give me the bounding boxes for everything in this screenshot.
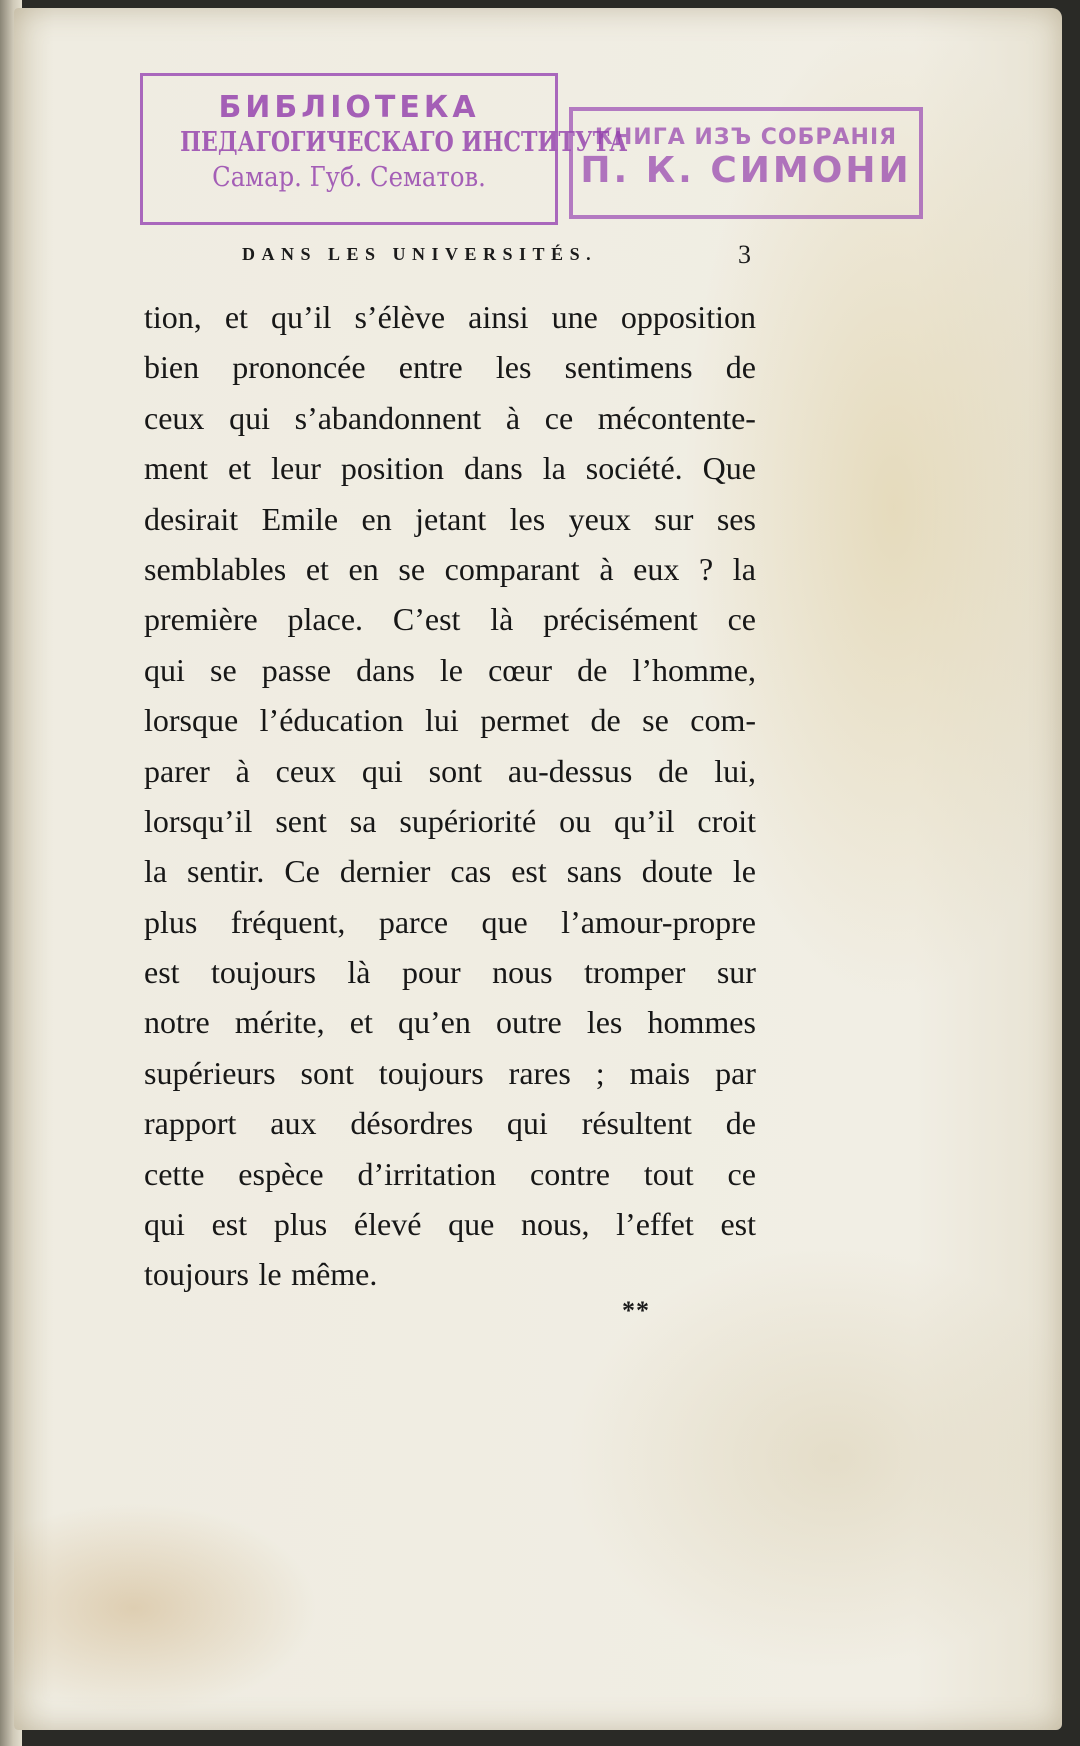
text-line: bien prononcée entre les sentimens de [144,349,756,386]
text-line: première place. C’est là précisément ce [144,601,756,638]
text-line: ment et leur position dans la société. Que [144,450,756,487]
collection-stamp-line2: П. К. СИМОНИ [580,150,912,191]
library-stamp [140,73,628,225]
signature-mark: ** [622,1296,650,1325]
text-line: est toujours là pour nous tromper sur [144,954,756,991]
running-head: DANS LES UNIVERSITÉS. [242,244,598,264]
text-line: ceux qui s’abandonnent à ce mécontente- [144,399,756,436]
text-line: plus fréquent, parce que l’amour-propre [144,903,756,940]
text-line: parer à ceux qui sont au-dessus de lui, [144,752,756,789]
text-line-last: toujours le même. [144,1256,378,1293]
text-line: qui est plus élevé que nous, l’effet est [144,1206,756,1243]
text-line: semblables et en se comparant à eux ? la [144,550,756,587]
text-line: lorsqu’il sent sa supériorité ou qu’il croit [144,802,756,839]
text-line: tion, et qu’il s’élève ainsi une opposition [144,299,756,335]
text-line: rapport aux désordres qui résultent de [144,1105,756,1142]
library-stamp-line1: БИБЛIОТЕКА [218,90,480,125]
library-stamp-line2: ПЕДАГОГИЧЕСКАГО ИНСТИТУТА [180,127,628,158]
page-number: 3 [738,240,751,269]
library-stamp-line3: Самар. Губ. Сематов. [212,162,486,193]
text-line: cette espèce d’irritation contre tout ce [144,1155,756,1192]
collection-stamp [569,107,923,219]
text-line: la sentir. Ce dernier cas est sans doute le [144,853,756,890]
text-line: supérieurs sont toujours rares ; mais par [144,1054,756,1091]
text-line: desirait Emile en jetant les yeux sur ses [144,500,756,537]
text-line: lorsque l’éducation lui permet de se com- [144,702,756,739]
body-text [144,292,756,1300]
collection-stamp-line1: КНИГА ИЗЪ СОБРАНIЯ [594,125,898,150]
text-line: qui se passe dans le cœur de l’homme, [144,651,756,688]
text-line: notre mérite, et qu’en outre les hommes [144,1004,756,1041]
